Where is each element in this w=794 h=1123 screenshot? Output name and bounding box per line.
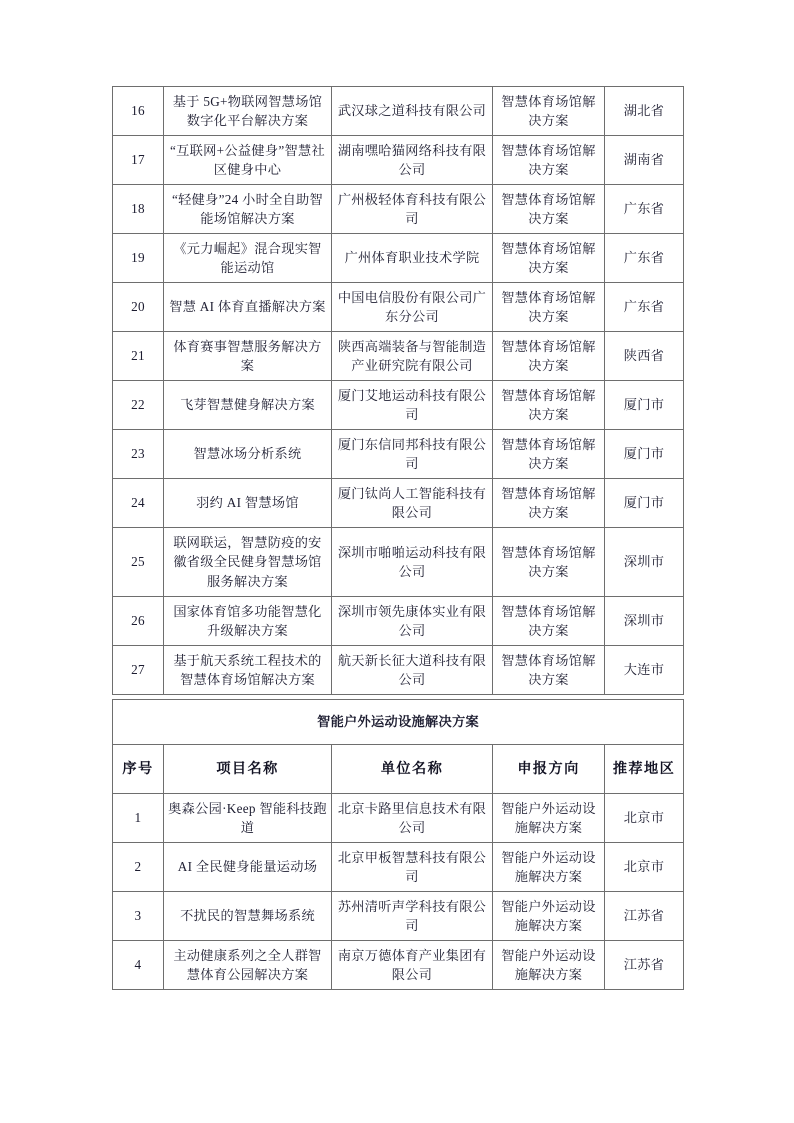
- cell-index: 2: [113, 843, 164, 892]
- cell-unit: 深圳市领先康体实业有限公司: [332, 597, 493, 646]
- table-row: [113, 528, 684, 597]
- column-header-region: 推荐地区: [605, 745, 684, 794]
- cell-index: 25: [113, 528, 164, 597]
- table-row: [113, 381, 684, 430]
- cell-index: 4: [113, 941, 164, 990]
- table-header-row: [113, 745, 684, 794]
- table-two-body: [113, 700, 684, 990]
- table-smart-venue-solutions-continued: [112, 86, 684, 695]
- cell-project: 国家体育馆多功能智慧化升级解决方案: [164, 597, 332, 646]
- cell-direction: 智慧体育场馆解决方案: [493, 234, 605, 283]
- cell-direction: 智慧体育场馆解决方案: [493, 381, 605, 430]
- cell-unit: 中国电信股份有限公司广东分公司: [332, 283, 493, 332]
- cell-index: 27: [113, 646, 164, 695]
- cell-project: 主动健康系列之全人群智慧体育公园解决方案: [164, 941, 332, 990]
- cell-direction: 智慧体育场馆解决方案: [493, 185, 605, 234]
- cell-region: 湖南省: [605, 136, 684, 185]
- cell-region: 厦门市: [605, 479, 684, 528]
- cell-direction: 智慧体育场馆解决方案: [493, 430, 605, 479]
- table-row: [113, 597, 684, 646]
- cell-unit: 北京卡路里信息技术有限公司: [332, 794, 493, 843]
- cell-unit: 北京甲板智慧科技有限公司: [332, 843, 493, 892]
- cell-region: 深圳市: [605, 528, 684, 597]
- cell-region: 广东省: [605, 283, 684, 332]
- cell-direction: 智能户外运动设施解决方案: [493, 892, 605, 941]
- cell-project: 体育赛事智慧服务解决方案: [164, 332, 332, 381]
- column-header-project: 项目名称: [164, 745, 332, 794]
- cell-region: 江苏省: [605, 941, 684, 990]
- table-row: [113, 892, 684, 941]
- cell-index: 23: [113, 430, 164, 479]
- section-title-cell: 智能户外运动设施解决方案: [113, 700, 684, 745]
- cell-index: 3: [113, 892, 164, 941]
- cell-direction: 智慧体育场馆解决方案: [493, 87, 605, 136]
- cell-unit: 广州极轻体育科技有限公司: [332, 185, 493, 234]
- cell-index: 16: [113, 87, 164, 136]
- cell-project: 智慧 AI 体育直播解决方案: [164, 283, 332, 332]
- table-row: [113, 794, 684, 843]
- cell-region: 北京市: [605, 843, 684, 892]
- cell-region: 大连市: [605, 646, 684, 695]
- cell-project: 奥森公园·Keep 智能科技跑道: [164, 794, 332, 843]
- cell-index: 24: [113, 479, 164, 528]
- cell-region: 厦门市: [605, 430, 684, 479]
- cell-project: 联网联运，智慧防疫的安徽省级全民健身智慧场馆服务解决方案: [164, 528, 332, 597]
- table-row: [113, 136, 684, 185]
- cell-direction: 智慧体育场馆解决方案: [493, 528, 605, 597]
- cell-project: 不扰民的智慧舞场系统: [164, 892, 332, 941]
- table-row: [113, 941, 684, 990]
- cell-region: 广东省: [605, 185, 684, 234]
- cell-unit: 厦门艾地运动科技有限公司: [332, 381, 493, 430]
- cell-direction: 智慧体育场馆解决方案: [493, 332, 605, 381]
- cell-project: AI 全民健身能量运动场: [164, 843, 332, 892]
- table-smart-outdoor-facility-solutions: [112, 699, 684, 990]
- cell-unit: 湖南嘿哈猫网络科技有限公司: [332, 136, 493, 185]
- cell-unit: 深圳市啪啪运动科技有限公司: [332, 528, 493, 597]
- document-body: [112, 86, 683, 990]
- cell-unit: 武汉球之道科技有限公司: [332, 87, 493, 136]
- cell-region: 北京市: [605, 794, 684, 843]
- cell-project: 智慧冰场分析系统: [164, 430, 332, 479]
- cell-direction: 智慧体育场馆解决方案: [493, 283, 605, 332]
- cell-direction: 智慧体育场馆解决方案: [493, 479, 605, 528]
- section-title-row: [113, 700, 684, 745]
- cell-index: 26: [113, 597, 164, 646]
- cell-project: “轻健身”24 小时全自助智能场馆解决方案: [164, 185, 332, 234]
- column-header-unit: 单位名称: [332, 745, 493, 794]
- cell-unit: 厦门东信同邦科技有限公司: [332, 430, 493, 479]
- cell-unit: 广州体育职业技术学院: [332, 234, 493, 283]
- cell-project: 飞芽智慧健身解决方案: [164, 381, 332, 430]
- table-row: [113, 283, 684, 332]
- cell-index: 21: [113, 332, 164, 381]
- cell-unit: 航天新长征大道科技有限公司: [332, 646, 493, 695]
- cell-region: 陕西省: [605, 332, 684, 381]
- cell-index: 22: [113, 381, 164, 430]
- cell-region: 深圳市: [605, 597, 684, 646]
- cell-direction: 智能户外运动设施解决方案: [493, 941, 605, 990]
- cell-region: 江苏省: [605, 892, 684, 941]
- cell-unit: 南京万德体育产业集团有限公司: [332, 941, 493, 990]
- cell-region: 湖北省: [605, 87, 684, 136]
- table-row: [113, 185, 684, 234]
- cell-direction: 智慧体育场馆解决方案: [493, 646, 605, 695]
- cell-index: 1: [113, 794, 164, 843]
- cell-region: 厦门市: [605, 381, 684, 430]
- cell-project: 基于 5G+物联网智慧场馆数字化平台解决方案: [164, 87, 332, 136]
- table-row: [113, 430, 684, 479]
- table-row: [113, 332, 684, 381]
- table-row: [113, 479, 684, 528]
- cell-unit: 陕西高端装备与智能制造产业研究院有限公司: [332, 332, 493, 381]
- cell-direction: 智慧体育场馆解决方案: [493, 136, 605, 185]
- table-row: [113, 87, 684, 136]
- table-one-body: [113, 87, 684, 695]
- cell-project: 基于航天系统工程技术的智慧体育场馆解决方案: [164, 646, 332, 695]
- cell-project: “互联网+公益健身”智慧社区健身中心: [164, 136, 332, 185]
- cell-index: 17: [113, 136, 164, 185]
- cell-unit: 苏州清听声学科技有限公司: [332, 892, 493, 941]
- table-row: [113, 646, 684, 695]
- cell-index: 19: [113, 234, 164, 283]
- column-header-direction: 申报方向: [493, 745, 605, 794]
- table-row: [113, 234, 684, 283]
- cell-index: 18: [113, 185, 164, 234]
- column-header-index: 序号: [113, 745, 164, 794]
- cell-region: 广东省: [605, 234, 684, 283]
- cell-index: 20: [113, 283, 164, 332]
- cell-unit: 厦门钛尚人工智能科技有限公司: [332, 479, 493, 528]
- cell-direction: 智能户外运动设施解决方案: [493, 794, 605, 843]
- cell-direction: 智慧体育场馆解决方案: [493, 597, 605, 646]
- cell-direction: 智能户外运动设施解决方案: [493, 843, 605, 892]
- table-row: [113, 843, 684, 892]
- cell-project: 《元力崛起》混合现实智能运动馆: [164, 234, 332, 283]
- cell-project: 羽约 AI 智慧场馆: [164, 479, 332, 528]
